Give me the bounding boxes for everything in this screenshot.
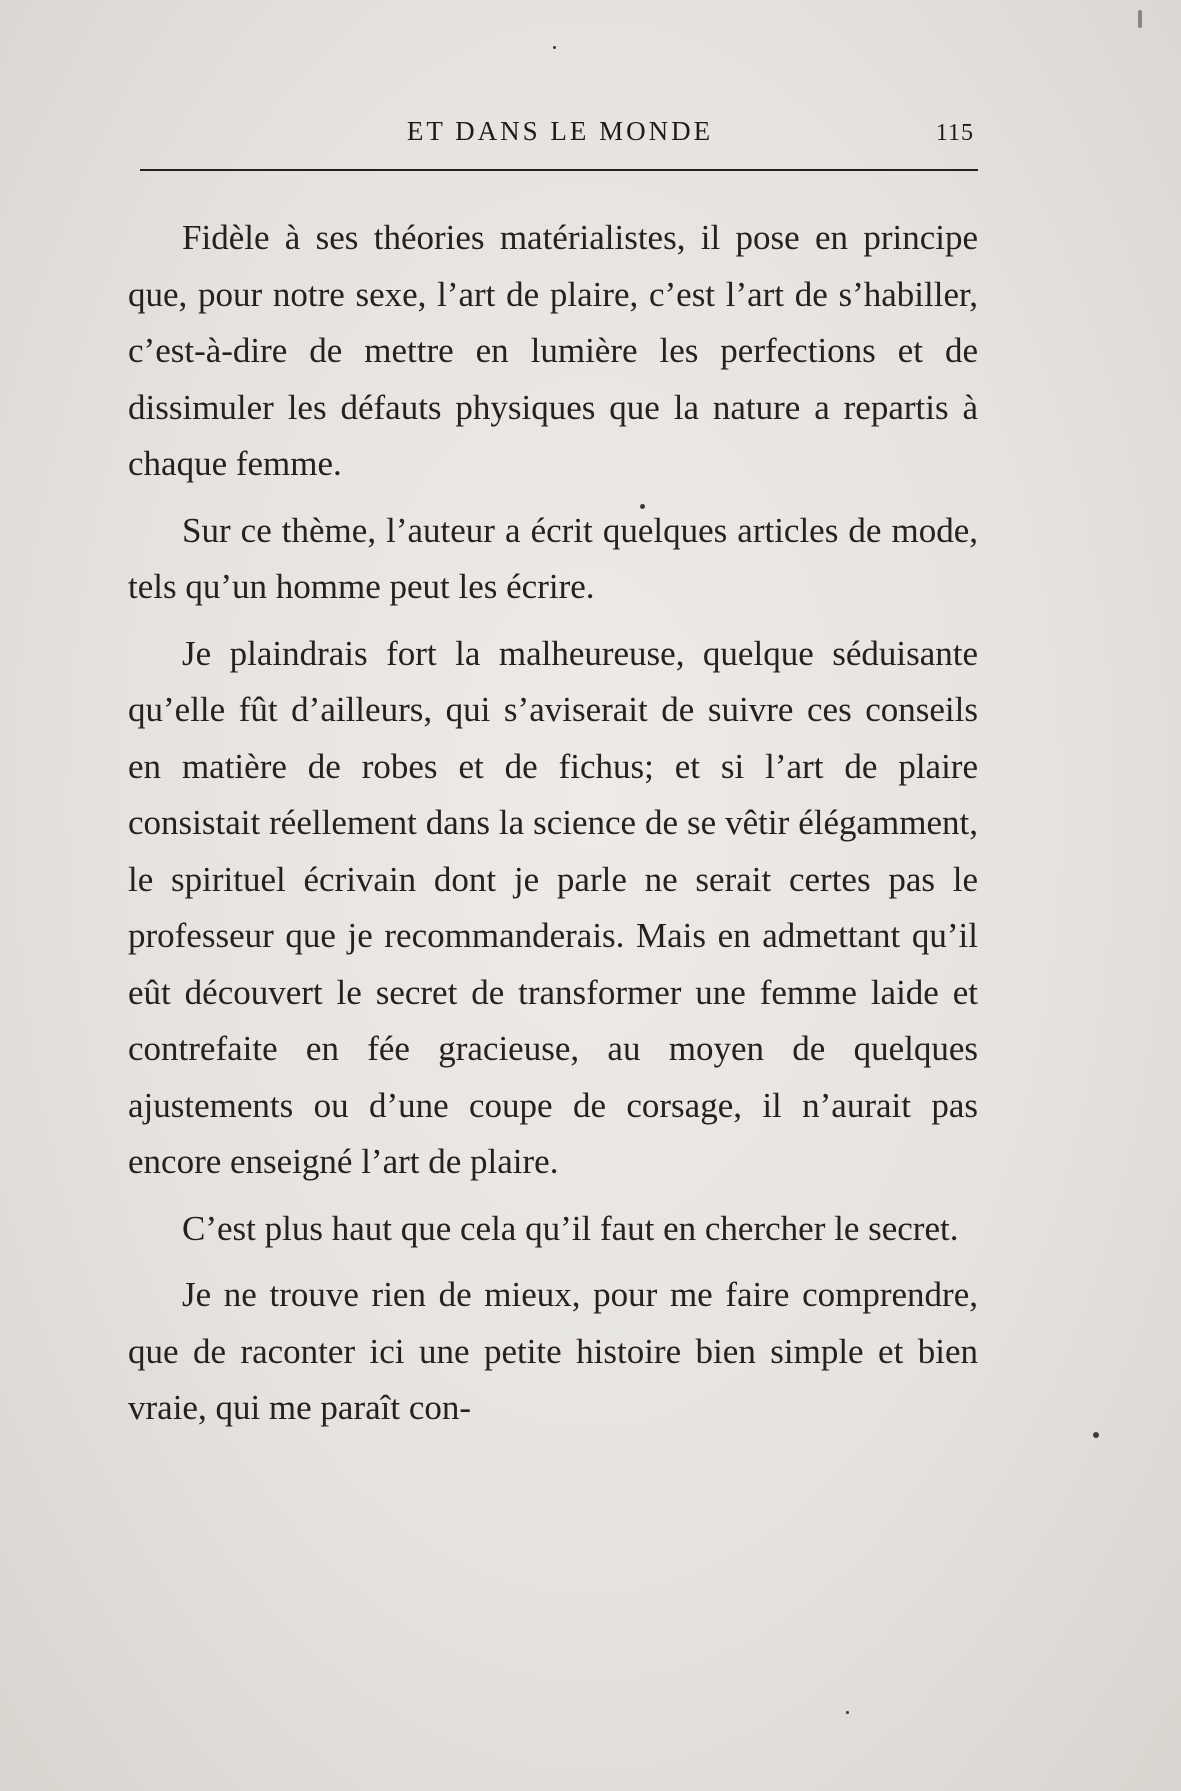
running-title: ET DANS LE MONDE (406, 116, 714, 146)
paragraph: Fidèle à ses théories matérialistes, il pose en principe que, pour notre sexe, l’art de plaire, c’est l’art de s’habiller, c’est-à-dire de mettre en lumière les perfections et de dissimuler les défauts physiques que la nature a repartis à chaque femme. (128, 218, 978, 483)
page-number: 115 (935, 120, 974, 146)
paragraph: Je ne trouve rien de mieux, pour me faire comprendre, que de raconter ici une petite histoire bien simple et bien vraie, qui me paraît con- (128, 1275, 978, 1427)
page-header (140, 112, 980, 152)
header-rule (140, 169, 978, 171)
paper-speck (846, 1711, 849, 1714)
paper-speck (1138, 10, 1142, 28)
paper-speck (640, 504, 645, 509)
paragraph: Sur ce thème, l’auteur a écrit quelques articles de mode, tels qu’un homme peut les écrire. (128, 510, 978, 606)
paper-speck (553, 46, 556, 49)
paragraph: C’est plus haut que cela qu’il faut en chercher le secret. (182, 1208, 959, 1248)
paper-speck (1093, 1432, 1099, 1438)
paragraph: Je plaindrais fort la malheureuse, quelque séduisante qu’elle fût d’ailleurs, qui s’aviserait de suivre ces conseils en matière de robes et de fichus; et si l’art de plaire consistait réellement dans la science de se vêtir élégamment, le spirituel écrivain dont je parle ne serait certes pas le professeur que je recommanderais. Mais en admettant qu’il eût découvert le secret de transformer une femme laide et contrefaite en fée gracieuse, au moyen de quelques ajustements ou d’une coupe de corsage, il n’aurait pas encore enseigné l’art de plaire. (128, 633, 978, 1181)
body-text (128, 210, 978, 1447)
